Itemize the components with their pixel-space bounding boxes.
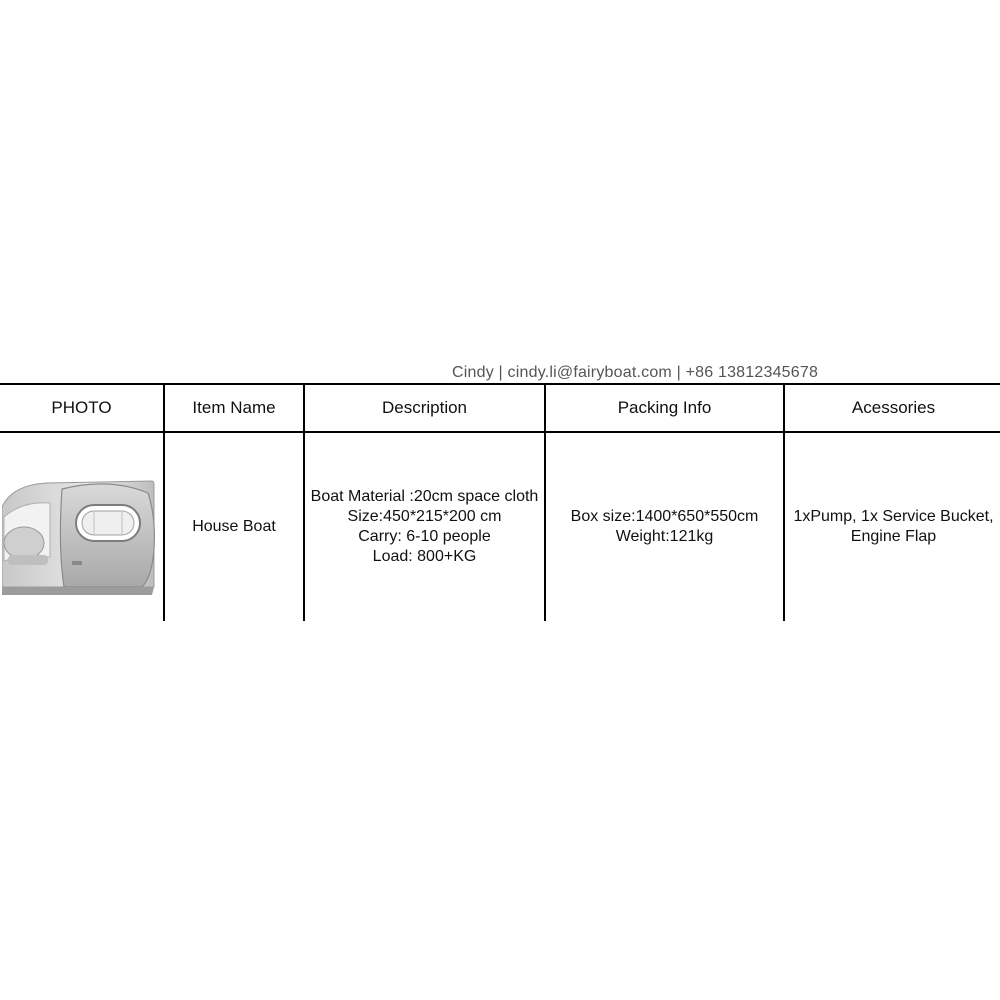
description-line: Carry: 6-10 people xyxy=(358,528,491,545)
contact-text: Cindy | cindy.li@fairyboat.com | +86 13812345678 xyxy=(452,364,819,381)
header-packing-info: Packing Info xyxy=(545,384,784,432)
photo-cell xyxy=(0,432,164,621)
description-line: Size:450*215*200 cm xyxy=(347,508,502,525)
product-table xyxy=(0,383,1000,621)
header-photo: PHOTO xyxy=(0,384,164,432)
house-boat-image xyxy=(2,437,162,617)
table-header-row xyxy=(0,384,1000,432)
cropped-contact-header xyxy=(440,360,900,382)
header-description: Description xyxy=(304,384,545,432)
description-line: Load: 800+KG xyxy=(372,548,477,565)
table-row xyxy=(0,432,1000,621)
accessories-cell xyxy=(784,432,1000,621)
header-item-name: Item Name xyxy=(164,384,304,432)
accessories-line: Engine Flap xyxy=(850,528,937,545)
accessories-line: 1xPump, 1x Service Bucket, xyxy=(793,508,994,525)
packing-info-line: Box size:1400*650*550cm xyxy=(570,508,759,525)
description-cell xyxy=(304,432,545,621)
packing-info-line: Weight:121kg xyxy=(615,528,714,545)
packing-info-cell xyxy=(545,432,784,621)
header-accessories: Acessories xyxy=(784,384,1000,432)
description-line: Boat Material :20cm space cloth xyxy=(310,488,539,505)
item-name-cell: House Boat xyxy=(164,432,304,621)
